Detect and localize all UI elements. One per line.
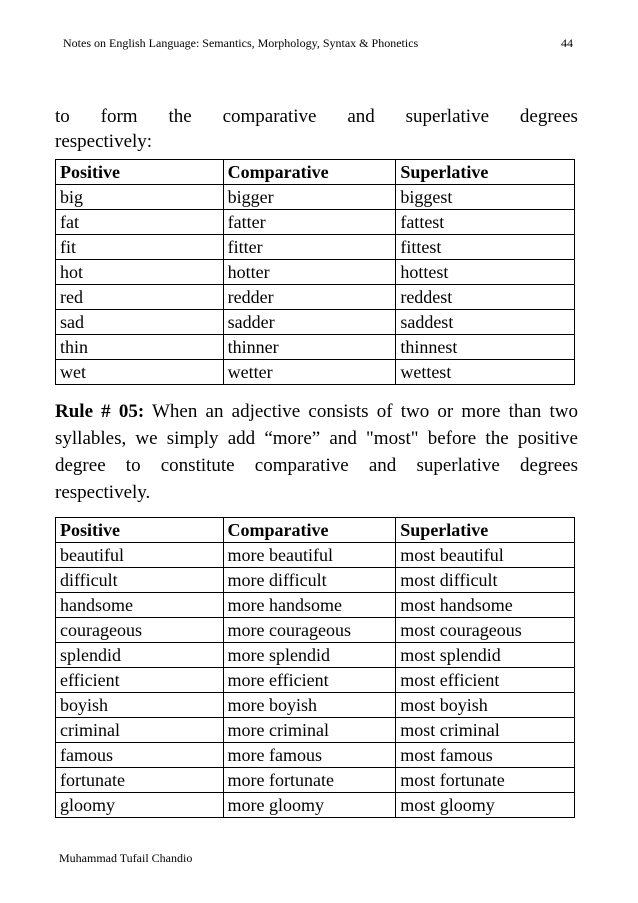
header-positive: Positive [56,518,224,543]
cell-positive: sad [56,310,224,335]
cell-positive: big [56,185,224,210]
cell-comparative: hotter [223,260,396,285]
table-row [56,593,575,618]
intro-line-2: respectively: [55,131,153,152]
cell-superlative: most efficient [396,668,575,693]
header-superlative: Superlative [396,518,575,543]
page-footer-author: Muhammad Tufail Chandio [59,851,193,865]
cell-superlative: wettest [396,360,575,385]
cell-superlative: most splendid [396,643,575,668]
cell-superlative: most boyish [396,693,575,718]
header-superlative: Superlative [396,160,575,185]
cell-comparative: more boyish [223,693,396,718]
table-row [56,260,575,285]
table-row [56,185,575,210]
intro-line-1 [55,104,578,129]
cell-positive: fortunate [56,768,224,793]
cell-superlative: saddest [396,310,575,335]
intro-word: the [168,106,192,127]
cell-comparative: more handsome [223,593,396,618]
page-number: 44 [561,36,573,50]
cell-comparative: more courageous [223,618,396,643]
cell-positive: handsome [56,593,224,618]
cell-positive: courageous [56,618,224,643]
rule-05-paragraph [55,398,578,506]
cell-superlative: most beautiful [396,543,575,568]
cell-positive: gloomy [56,793,224,818]
cell-positive: famous [56,743,224,768]
cell-positive: difficult [56,568,224,593]
table-row [56,310,575,335]
cell-comparative: sadder [223,310,396,335]
intro-word: form [100,106,138,127]
table-row [56,743,575,768]
table-row [56,210,575,235]
cell-superlative: most famous [396,743,575,768]
cell-comparative: more fortunate [223,768,396,793]
table-row [56,568,575,593]
cell-positive: hot [56,260,224,285]
cell-superlative: thinnest [396,335,575,360]
table-row [56,285,575,310]
cell-positive: efficient [56,668,224,693]
table-row [56,668,575,693]
table-row [56,335,575,360]
intro-word: comparative [222,106,317,127]
page-header [63,36,573,51]
cell-comparative: more beautiful [223,543,396,568]
table-row [56,718,575,743]
cell-comparative: thinner [223,335,396,360]
cell-superlative: reddest [396,285,575,310]
table-row [56,768,575,793]
header-comparative: Comparative [223,160,396,185]
cell-comparative: bigger [223,185,396,210]
intro-word: superlative [405,106,490,127]
header-title: Notes on English Language: Semantics, Morphology, Syntax & Phonetics [63,36,419,50]
degrees-table-one-syllable [55,159,575,385]
cell-positive: criminal [56,718,224,743]
cell-comparative: more efficient [223,668,396,693]
table-header-row [56,518,575,543]
cell-superlative: most fortunate [396,768,575,793]
cell-superlative: most difficult [396,568,575,593]
cell-positive: fit [56,235,224,260]
cell-comparative: more criminal [223,718,396,743]
cell-comparative: fatter [223,210,396,235]
cell-positive: wet [56,360,224,385]
cell-superlative: most criminal [396,718,575,743]
intro-word: degrees [519,106,578,127]
rule-label: Rule # 05: [55,401,145,422]
cell-superlative: most handsome [396,593,575,618]
cell-superlative: fittest [396,235,575,260]
cell-superlative: most courageous [396,618,575,643]
cell-comparative: more famous [223,743,396,768]
cell-superlative: fattest [396,210,575,235]
cell-positive: splendid [56,643,224,668]
cell-superlative: hottest [396,260,575,285]
header-comparative: Comparative [223,518,396,543]
table-row [56,618,575,643]
rule-text: When an adjective consists of two or more than two syllables, we simply add “more” and "most" before the positive degree to constitute comparative and superlative degrees respectively. [55,401,578,503]
table-row [56,360,575,385]
table-row [56,793,575,818]
cell-comparative: more difficult [223,568,396,593]
cell-comparative: more gloomy [223,793,396,818]
cell-positive: fat [56,210,224,235]
intro-paragraph [55,104,578,154]
cell-comparative: wetter [223,360,396,385]
cell-comparative: fitter [223,235,396,260]
cell-superlative: most gloomy [396,793,575,818]
table-row [56,643,575,668]
header-positive: Positive [56,160,224,185]
table-header-row [56,160,575,185]
table-row [56,543,575,568]
table-row [56,235,575,260]
degrees-table-multi-syllable [55,517,575,818]
cell-positive: beautiful [56,543,224,568]
table-row [56,693,575,718]
cell-comparative: more splendid [223,643,396,668]
cell-positive: thin [56,335,224,360]
cell-comparative: redder [223,285,396,310]
cell-superlative: biggest [396,185,575,210]
intro-word: and [347,106,375,127]
intro-word: to [55,106,70,127]
cell-positive: red [56,285,224,310]
cell-positive: boyish [56,693,224,718]
